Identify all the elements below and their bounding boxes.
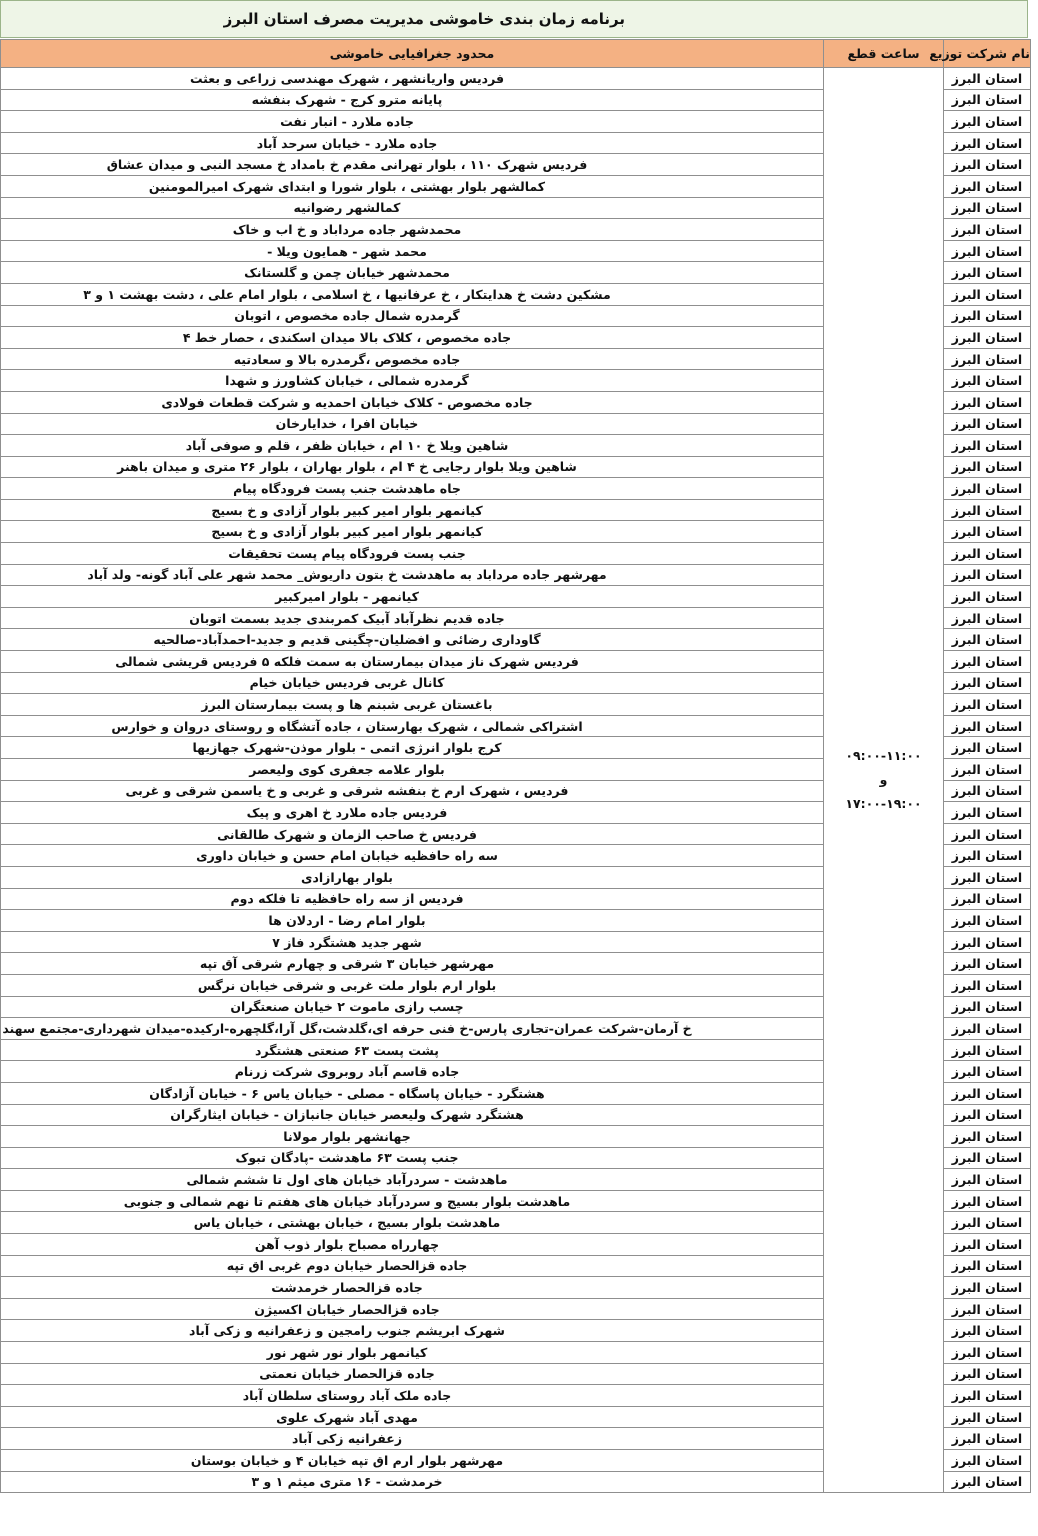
company-cell: استان البرز [944, 1298, 1031, 1320]
header-row [1, 40, 1031, 68]
area-cell: گاوداری رضائی و افضلیان-چگینی قدیم و جدید-احمدآباد-صالحیه [1, 629, 824, 651]
company-cell: استان البرز [944, 996, 1031, 1018]
company-cell: استان البرز [944, 1320, 1031, 1342]
area-cell: جاده قاسم آباد روبروی شرکت زرنام [1, 1061, 824, 1083]
area-cell: هشتگرد شهرک ولیعصر خیابان جانبازان - خیابان ایثارگران [1, 1104, 824, 1126]
area-cell: شاهین ویلا بلوار رجایی خ ۴ ام ، بلوار بهاران ، بلوار ۲۶ متری و میدان باهنر [1, 456, 824, 478]
area-cell: فردیس شهرک ۱۱۰ ، بلوار تهرانی مقدم خ بامداد خ مسجد النبی و میدان عشاق [1, 154, 824, 176]
area-cell: جاه ماهدشت جنب پست فرودگاه پیام [1, 478, 824, 500]
area-cell: جاده قدیم نظرآباد آبیک کمربندی جدید بسمت اتوبان [1, 607, 824, 629]
area-cell: فردیس جاده ملارد خ اهری و پیک [1, 802, 824, 824]
company-cell: استان البرز [944, 283, 1031, 305]
area-cell: خیابان افرا ، خدایارخان [1, 413, 824, 435]
company-cell: استان البرز [944, 1450, 1031, 1472]
area-cell: محمدشهر جاده مرداباد و خ اب و خاک [1, 219, 824, 241]
area-cell: فردیس ، شهرک ارم خ بنفشه شرقی و غربی و خ یاسمن شرقی و غربی [1, 780, 824, 802]
area-cell: خرمدشت - ۱۶ متری میثم ۱ و ۳ [1, 1471, 824, 1493]
area-cell: مهدی آباد شهرک علوی [1, 1406, 824, 1428]
company-cell: استان البرز [944, 1342, 1031, 1364]
area-cell: ماهدشت بلوار بسیج و سردرآباد خیابان های هفتم تا نهم شمالی و جنوبی [1, 1190, 824, 1212]
company-cell: استان البرز [944, 759, 1031, 781]
company-cell: استان البرز [944, 68, 1031, 90]
area-cell: سه راه حافظیه خیابان امام حسن و خیابان داوری [1, 845, 824, 867]
area-cell: فردیس خ صاحب الزمان و شهرک طالقانی [1, 823, 824, 845]
area-cell: جاده ملارد - انبار نفت [1, 111, 824, 133]
area-cell: مشکین دشت خ هدایتکار ، خ عرفانیها ، خ اسلامی ، بلوار امام علی ، دشت بهشت ۱ و ۳ [1, 283, 824, 305]
area-cell: فردیس از سه راه حافظیه تا فلکه دوم [1, 888, 824, 910]
company-cell: استان البرز [944, 478, 1031, 500]
area-cell: زعفرانیه زکی آباد [1, 1428, 824, 1450]
area-cell: جاده قزالحصار خیابان دوم غربی اق تپه [1, 1255, 824, 1277]
header-company: نام شرکت توزیع [944, 40, 1031, 68]
company-cell: استان البرز [944, 1277, 1031, 1299]
area-cell: مهرشهر جاده مرداباد به ماهدشت خ بتون داریوش_ محمد شهر علی آباد گونه- ولد آباد [1, 564, 824, 586]
area-cell: فردیس شهرک ناز میدان بیمارستان به سمت فلکه ۵ فردیس قریشی شمالی [1, 651, 824, 673]
company-cell: استان البرز [944, 1428, 1031, 1450]
header-time: ساعت قطع [824, 40, 944, 68]
outage-time-line1: ۰۹:۰۰-۱۱:۰۰ [845, 748, 922, 764]
area-cell: محمد شهر - همایون ویلا - [1, 240, 824, 262]
company-cell: استان البرز [944, 651, 1031, 673]
area-cell: خ آرمان-شرکت عمران-تجاری پارس-خ فنی حرفه ای،گلدشت،گل آرا،گلچهره-ارکیده-میدان شهرداری-مجتمع سهند [1, 1018, 824, 1040]
company-cell: استان البرز [944, 780, 1031, 802]
company-cell: استان البرز [944, 1385, 1031, 1407]
blackout-schedule-table [0, 39, 1031, 1493]
area-cell: جنب پست فرودگاه پیام پست تحقیقات [1, 543, 824, 565]
area-cell: جاده مخصوص ، کلاک بالا میدان اسکندی ، حصار خط ۴ [1, 327, 824, 349]
header-area: محدود جغرافیایی خاموشی [1, 40, 824, 68]
company-cell: استان البرز [944, 802, 1031, 824]
area-cell: محمدشهر خیابان چمن و گلستانک [1, 262, 824, 284]
company-cell: استان البرز [944, 607, 1031, 629]
area-cell: شهر جدید هشتگرد فاز ۷ [1, 931, 824, 953]
company-cell: استان البرز [944, 694, 1031, 716]
company-cell: استان البرز [944, 219, 1031, 241]
area-cell: جنب پست ۶۳ ماهدشت -پادگان تبوک [1, 1147, 824, 1169]
outage-time-connector: و [879, 772, 888, 788]
area-cell: جاده قزالحصار خیابان نعمتی [1, 1363, 824, 1385]
company-cell: استان البرز [944, 715, 1031, 737]
area-cell: جاده ملک آباد روستای سلطان آباد [1, 1385, 824, 1407]
outage-time-line2: ۱۷:۰۰-۱۹:۰۰ [845, 796, 922, 812]
area-cell: جاده قزالحصار خرمدشت [1, 1277, 824, 1299]
company-cell: استان البرز [944, 586, 1031, 608]
area-cell: پشت پست ۶۳ صنعتی هشتگرد [1, 1039, 824, 1061]
area-cell: پایانه مترو کرج - شهرک بنفشه [1, 89, 824, 111]
area-cell: جهانشهر بلوار مولانا [1, 1126, 824, 1148]
area-cell: گرمدره شمال جاده مخصوص ، اتوبان [1, 305, 824, 327]
table-row [1, 68, 1031, 90]
area-cell: کیانمهر بلوار نور شهر نور [1, 1342, 824, 1364]
company-cell: استان البرز [944, 391, 1031, 413]
area-cell: ماهدشت بلوار بسیج ، خیابان بهشتی ، خیابان یاس [1, 1212, 824, 1234]
company-cell: استان البرز [944, 111, 1031, 133]
area-cell: باغستان غربی شبنم ها و پست بیمارستان البرز [1, 694, 824, 716]
company-cell: استان البرز [944, 305, 1031, 327]
table-body [1, 68, 1031, 1493]
company-cell: استان البرز [944, 1104, 1031, 1126]
company-cell: استان البرز [944, 1406, 1031, 1428]
company-cell: استان البرز [944, 1471, 1031, 1493]
area-cell: فردیس واریانشهر ، شهرک مهندسی زراعی و بعثت [1, 68, 824, 90]
area-cell: گرمدره شمالی ، خیابان کشاورز و شهدا [1, 370, 824, 392]
area-cell: کمالشهر بلوار بهشتی ، بلوار شورا و ابتدای شهرک امیرالمومنین [1, 175, 824, 197]
company-cell: استان البرز [944, 1061, 1031, 1083]
area-cell: چسب رازی ماموت ۲ خیابان صنعتگران [1, 996, 824, 1018]
company-cell: استان البرز [944, 564, 1031, 586]
company-cell: استان البرز [944, 1169, 1031, 1191]
company-cell: استان البرز [944, 499, 1031, 521]
company-cell: استان البرز [944, 1255, 1031, 1277]
company-cell: استان البرز [944, 1018, 1031, 1040]
area-cell: چهارراه مصباح بلوار ذوب آهن [1, 1234, 824, 1256]
company-cell: استان البرز [944, 1234, 1031, 1256]
company-cell: استان البرز [944, 931, 1031, 953]
company-cell: استان البرز [944, 823, 1031, 845]
area-cell: کانال غربی فردیس خیابان خیام [1, 672, 824, 694]
company-cell: استان البرز [944, 888, 1031, 910]
area-cell: مهرشهر بلوار ارم اق تپه خیابان ۴ و خیابان بوستان [1, 1450, 824, 1472]
page-title: برنامه زمان بندی خاموشی مدیریت مصرف استان البرز [223, 10, 625, 28]
company-cell: استان البرز [944, 845, 1031, 867]
company-cell: استان البرز [944, 262, 1031, 284]
company-cell: استان البرز [944, 866, 1031, 888]
company-cell: استان البرز [944, 910, 1031, 932]
area-cell: جاده قزالحصار خیابان اکسیژن [1, 1298, 824, 1320]
company-cell: استان البرز [944, 154, 1031, 176]
company-cell: استان البرز [944, 629, 1031, 651]
company-cell: استان البرز [944, 521, 1031, 543]
area-cell: جاده مخصوص ،گرمدره بالا و سعادتیه [1, 348, 824, 370]
area-cell: اشتراکی شمالی ، شهرک بهارستان ، جاده آتشگاه و روستای دروان و خوارس [1, 715, 824, 737]
company-cell: استان البرز [944, 1190, 1031, 1212]
area-cell: بلوار بهارازادی [1, 866, 824, 888]
area-cell: جاده مخصوص - کلاک خیابان احمدیه و شرکت قطعات فولادی [1, 391, 824, 413]
area-cell: جاده ملارد - خیابان سرحد آباد [1, 132, 824, 154]
company-cell: استان البرز [944, 1082, 1031, 1104]
area-cell: کمالشهر رضوانیه [1, 197, 824, 219]
company-cell: استان البرز [944, 435, 1031, 457]
company-cell: استان البرز [944, 370, 1031, 392]
area-cell: هشتگرد - خیابان پاسگاه - مصلی - خیابان یاس ۶ - خیابان آزادگان [1, 1082, 824, 1104]
area-cell: کیانمهر - بلوار امیرکبیر [1, 586, 824, 608]
company-cell: استان البرز [944, 327, 1031, 349]
area-cell: شهرک ابریشم جنوب رامجین و زعفرانیه و زکی آباد [1, 1320, 824, 1342]
area-cell: شاهین ویلا خ ۱۰ ام ، خیابان ظفر ، قلم و صوفی آباد [1, 435, 824, 457]
company-cell: استان البرز [944, 413, 1031, 435]
area-cell: بلوار امام رضا - اردلان ها [1, 910, 824, 932]
company-cell: استان البرز [944, 197, 1031, 219]
area-cell: مهرشهر خیابان ۳ شرقی و چهارم شرقی آق تپه [1, 953, 824, 975]
company-cell: استان البرز [944, 89, 1031, 111]
company-cell: استان البرز [944, 132, 1031, 154]
company-cell: استان البرز [944, 1363, 1031, 1385]
company-cell: استان البرز [944, 1126, 1031, 1148]
area-cell: کرج بلوار انرژی اتمی - بلوار موذن-شهرک جهازیها [1, 737, 824, 759]
area-cell: بلوار ارم بلوار ملت غربی و شرقی خیابان نرگس [1, 974, 824, 996]
area-cell: بلوار علامه جعفری کوی ولیعصر [1, 759, 824, 781]
company-cell: استان البرز [944, 1212, 1031, 1234]
company-cell: استان البرز [944, 1147, 1031, 1169]
title-bar [0, 0, 1028, 38]
company-cell: استان البرز [944, 672, 1031, 694]
company-cell: استان البرز [944, 953, 1031, 975]
outage-time-cell [824, 68, 944, 1493]
company-cell: استان البرز [944, 543, 1031, 565]
area-cell: کیانمهر بلوار امیر کبیر بلوار آزادی و خ بسیج [1, 521, 824, 543]
company-cell: استان البرز [944, 1039, 1031, 1061]
area-cell: کیانمهر بلوار امیر کبیر بلوار آزادی و خ بسیج [1, 499, 824, 521]
company-cell: استان البرز [944, 240, 1031, 262]
company-cell: استان البرز [944, 348, 1031, 370]
company-cell: استان البرز [944, 737, 1031, 759]
company-cell: استان البرز [944, 175, 1031, 197]
area-cell: ماهدشت - سردرآباد خیابان های اول تا ششم شمالی [1, 1169, 824, 1191]
company-cell: استان البرز [944, 974, 1031, 996]
company-cell: استان البرز [944, 456, 1031, 478]
